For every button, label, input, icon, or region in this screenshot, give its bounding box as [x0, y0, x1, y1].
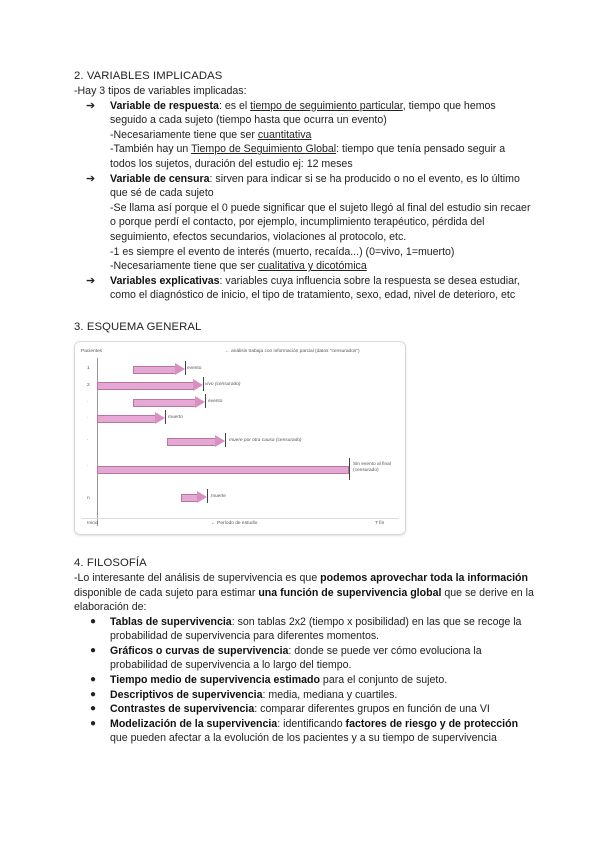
event-mark	[207, 489, 208, 503]
variable-censura-label: Variable de censura	[110, 172, 210, 185]
section-2-title: 2. VARIABLES IMPLICADAS	[74, 70, 223, 82]
list-item	[74, 673, 534, 688]
variables-explicativas-item	[74, 274, 534, 303]
text: : identificando	[277, 717, 346, 730]
bullet-icon: ●	[90, 688, 97, 700]
bullet-icon: ●	[90, 717, 97, 729]
text: disponible de cada sujeto para estimar	[74, 586, 259, 599]
text: que pueden afectar a la evolución de los pacientes y a su tiempo de supervivencia	[110, 732, 497, 745]
text: para el conjunto de sujeto.	[319, 674, 448, 687]
arrow-icon: ➔	[86, 99, 96, 112]
event-mark	[205, 394, 206, 408]
arrow-head	[197, 491, 207, 503]
document-page	[74, 70, 534, 746]
fin-label: T fin	[375, 520, 385, 526]
bar-label: Sin evento al final (censurado)	[353, 461, 391, 473]
figure-note: ← análisis trabaja con información parcial (datos "censurados")	[225, 348, 360, 354]
time-axis	[81, 518, 399, 519]
arrow-head	[175, 363, 185, 375]
patient-bar	[133, 366, 177, 374]
arrow-head	[193, 379, 203, 391]
event-mark	[225, 433, 226, 447]
censura-line-2: -Se llama así porque el 0 puede significar que el sujeto llegó al final del estudio sin recaer o porque perdí el contacto, por ejemplo, incumplimiento terapéutico, pérdida del seguimiento, efectos secundarios, violaciones al protocolo, etc.	[110, 201, 531, 243]
text: : es el	[218, 99, 251, 112]
survival-scheme-figure	[74, 341, 406, 535]
arrow-icon: ➔	[86, 172, 96, 185]
text: que se derive en la elaboración de:	[74, 586, 534, 614]
bullet-icon: ●	[90, 674, 97, 686]
underlined-term: cuantitativa	[257, 128, 312, 141]
underlined-term: tiempo de seguimiento particular	[250, 99, 403, 112]
periodo-label: ← Período de estudio	[211, 520, 258, 526]
row-label: ·	[87, 399, 89, 405]
pacientes-label: Pacientes	[81, 348, 103, 354]
bold-text: Contrastes de supervivencia	[110, 703, 255, 716]
bar-label: vivo (censurado)	[205, 381, 241, 387]
section-3-title: 3. ESQUEMA GENERAL	[74, 320, 202, 333]
bar-label: muerte	[211, 493, 226, 499]
underlined-term: Tiempo de Seguimiento Global	[191, 143, 337, 156]
arrow-head	[215, 435, 225, 447]
row-label: ·	[87, 437, 89, 443]
text: : media, mediana y cuartiles.	[262, 688, 398, 701]
censura-line-3: -1 es siempre el evento de interés (muerto, recaída...) (0=vivo, 1=muerto)	[110, 245, 455, 258]
text: : variables cuya influencia sobre la respuesta se desea estudiar, como el diagnóstico de inicio, el tipo de tratamiento, sexo, edad, nivel de deterioro, etc	[110, 274, 520, 302]
patient-bar	[167, 438, 217, 446]
text: : sirven para indicar si se ha producido o no el evento, es lo último que sé de cada sujeto	[110, 172, 520, 200]
event-mark	[185, 361, 186, 375]
bold-text: podemos aprovechar toda la información	[320, 571, 528, 584]
list-item	[74, 702, 534, 717]
variable-respuesta-label: Variable de respuesta	[110, 99, 219, 112]
list-item	[74, 615, 534, 644]
bold-text: Modelización de la supervivencia	[110, 717, 278, 730]
variables-explicativas-label: Variables explicativas	[110, 274, 220, 287]
bullet-icon: ●	[90, 615, 97, 627]
text: -Necesariamente tiene que ser	[110, 260, 258, 273]
event-mark	[165, 410, 166, 424]
section-4-paragraph	[74, 571, 534, 615]
row-label: 2	[87, 382, 90, 388]
bold-text: Tiempo medio de supervivencia estimado	[110, 674, 320, 687]
bullet-icon: ●	[90, 703, 97, 715]
row-label: ·	[87, 415, 89, 421]
respuesta-line-3	[74, 142, 534, 171]
bold-text: una función de supervivencia global	[258, 586, 442, 599]
bullet-icon: ●	[90, 644, 97, 656]
bar-label: evento	[187, 365, 202, 371]
arrow-head	[155, 412, 165, 424]
list-item	[74, 644, 534, 673]
event-mark	[349, 458, 350, 480]
bar-label: muere por otra causa (censurado)	[229, 437, 302, 443]
patient-bar	[97, 382, 195, 390]
text: -También hay un	[110, 143, 192, 156]
text: : tiempo que tenía pensado seguir a todos los sujetos, duración del estudio ej: 12 meses	[110, 143, 506, 170]
arrow-icon: ➔	[86, 274, 96, 287]
text: -Lo interesante del análisis de supervivencia es que	[74, 571, 321, 584]
respuesta-line-2	[74, 128, 534, 143]
bold-text: Descriptivos de supervivencia	[110, 688, 263, 701]
row-label: n	[87, 495, 90, 501]
list-item	[74, 688, 534, 703]
list-item	[74, 717, 534, 746]
inicio-label: Inicio	[87, 520, 99, 526]
text: : comparar diferentes grupos en función de una VI	[254, 703, 490, 716]
patient-bar	[133, 399, 197, 407]
section-4-title: 4. FILOSOFÍA	[74, 556, 147, 569]
bar-label: evento	[208, 398, 223, 404]
censura-line-4	[74, 259, 534, 274]
patient-bar	[97, 415, 157, 423]
text: -Necesariamente tiene que ser	[110, 128, 258, 141]
section-2-intro: -Hay 3 tipos de variables implicadas:	[74, 85, 247, 97]
event-mark	[203, 377, 204, 391]
variable-censura-item	[74, 172, 534, 201]
text: , tiempo que hemos seguido a cada sujeto (tiempo hasta que ocurra un evento)	[110, 99, 496, 127]
row-label: 1	[87, 365, 90, 371]
text: : donde se puede ver cómo evoluciona la probabilidad de supervivencia a lo largo del tiempo.	[110, 644, 482, 672]
patient-bar	[97, 466, 349, 474]
arrow-head	[195, 396, 205, 408]
variable-respuesta-item	[74, 99, 534, 128]
bold-text: Gráficos o curvas de supervivencia	[110, 644, 289, 657]
bold-text: factores de riesgo y de protección	[345, 717, 519, 730]
bold-text: Tablas de supervivencia	[110, 615, 232, 628]
text: : son tablas 2x2 (tiempo x posibilidad) en las que se recoge la probabilidad de supervivencia para diferentes momentos.	[110, 615, 522, 643]
row-label: ·	[87, 463, 89, 469]
bar-label: muerto	[168, 414, 183, 420]
underlined-term: cualitativa y dicotómica	[257, 260, 367, 273]
